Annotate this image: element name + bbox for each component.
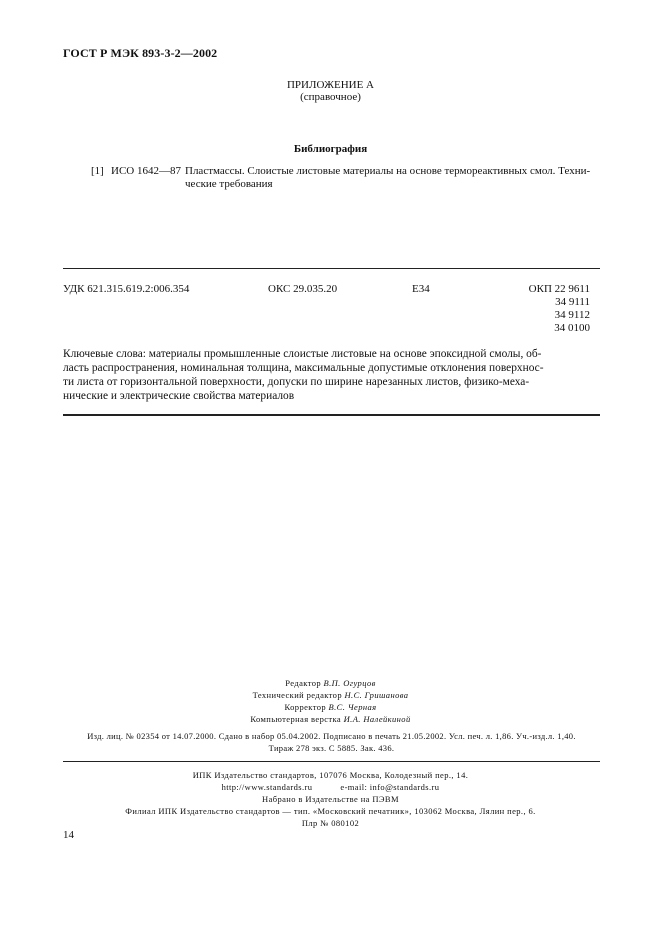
- bibliography-entry-line: ческие требования: [185, 178, 273, 190]
- publication-info: [63, 730, 600, 754]
- keywords-line: нические и электрические свойства материалов: [63, 390, 295, 402]
- credits-block: [0, 677, 661, 725]
- bibliography-entry-line: Пластмассы. Слоистые листовые материалы на основе термореактивных смол. Техни-: [185, 165, 591, 177]
- document-code-header: ГОСТ Р МЭК 893-3-2—2002: [63, 46, 218, 60]
- bibliography-title: Библиография: [293, 143, 368, 155]
- credit-corrector: [0, 701, 661, 713]
- appendix-heading: [0, 79, 661, 103]
- publication-line: Изд. лиц. № 02354 от 14.07.2000. Сдано в набор 05.04.2002. Подписано в печать 21.05.2002. Усл. печ. л. 1,86. Уч.-изд.л. 1,40.: [87, 731, 576, 741]
- appendix-title: ПРИЛОЖЕНИЕ А: [286, 79, 374, 91]
- credit-label: Корректор: [284, 702, 327, 712]
- publisher-branch: Филиал ИПК Издательство стандартов — тип. «Московский печатник», 103062 Москва, Лялин пер., 6.: [125, 806, 536, 816]
- publication-line: Тираж 278 экз. С 5885. Зак. 436.: [268, 743, 395, 753]
- appendix-subtitle: (справочное): [300, 91, 361, 103]
- bibliography-entry-text: [185, 165, 605, 191]
- oks-code: ОКС 29.035.20: [268, 283, 338, 295]
- publisher-license: Плр № 080102: [301, 818, 360, 828]
- okp-code-line: 34 9112: [554, 309, 590, 321]
- credit-name: В.С. Черная: [328, 702, 377, 712]
- keywords-line: ти листа от горизонтальной поверхности, допуски по ширине нарезанных листов, физико-меха-: [63, 376, 530, 388]
- credit-editor: [0, 677, 661, 689]
- okp-code-line: 34 0100: [554, 322, 590, 334]
- credit-label: Редактор: [285, 678, 321, 688]
- credit-label: Технический редактор: [252, 690, 342, 700]
- e-code: Е34: [412, 283, 430, 295]
- publisher-email[interactable]: e-mail: info@standards.ru: [340, 782, 440, 792]
- top-divider: [63, 268, 600, 269]
- credit-name: В.П. Огурцов: [323, 678, 376, 688]
- credit-layout: [0, 713, 661, 725]
- credit-tech-editor: [0, 689, 661, 701]
- okp-code-line: 34 9111: [555, 296, 590, 308]
- credit-name: И.А. Налейкиной: [343, 714, 411, 724]
- publisher-typeset: Набрано в Издательстве на ПЭВМ: [262, 794, 399, 804]
- keywords-line: ласть распространения, номинальная толщина, максимальные допустимые отклонения поверхнос-: [63, 362, 544, 374]
- okp-codes: [518, 283, 590, 335]
- publisher-block: [0, 769, 661, 829]
- keywords-paragraph: [63, 347, 600, 403]
- udk-code: УДК 621.315.619.2:006.354: [63, 283, 190, 295]
- page-number: 14: [63, 829, 74, 841]
- publisher-contacts: [0, 781, 661, 793]
- publisher-website[interactable]: http://www.standards.ru: [221, 782, 313, 792]
- publisher-address: ИПК Издательство стандартов, 107076 Москва, Колодезный пер., 14.: [192, 770, 469, 780]
- credit-label: Компьютерная верстка: [250, 714, 342, 724]
- bibliography-entry-number: [1]: [91, 165, 104, 177]
- keywords-line: Ключевые слова: материалы промышленные слоистые листовые на основе эпоксидной смолы, об-: [63, 348, 542, 360]
- credit-name: Н.С. Гришанова: [344, 690, 409, 700]
- bottom-divider: [63, 414, 600, 416]
- publisher-divider: [63, 761, 600, 762]
- okp-code-line: ОКП 22 9611: [528, 283, 590, 295]
- bibliography-entry: [91, 165, 601, 190]
- bibliography-entry-code: ИСО 1642—87: [111, 165, 181, 177]
